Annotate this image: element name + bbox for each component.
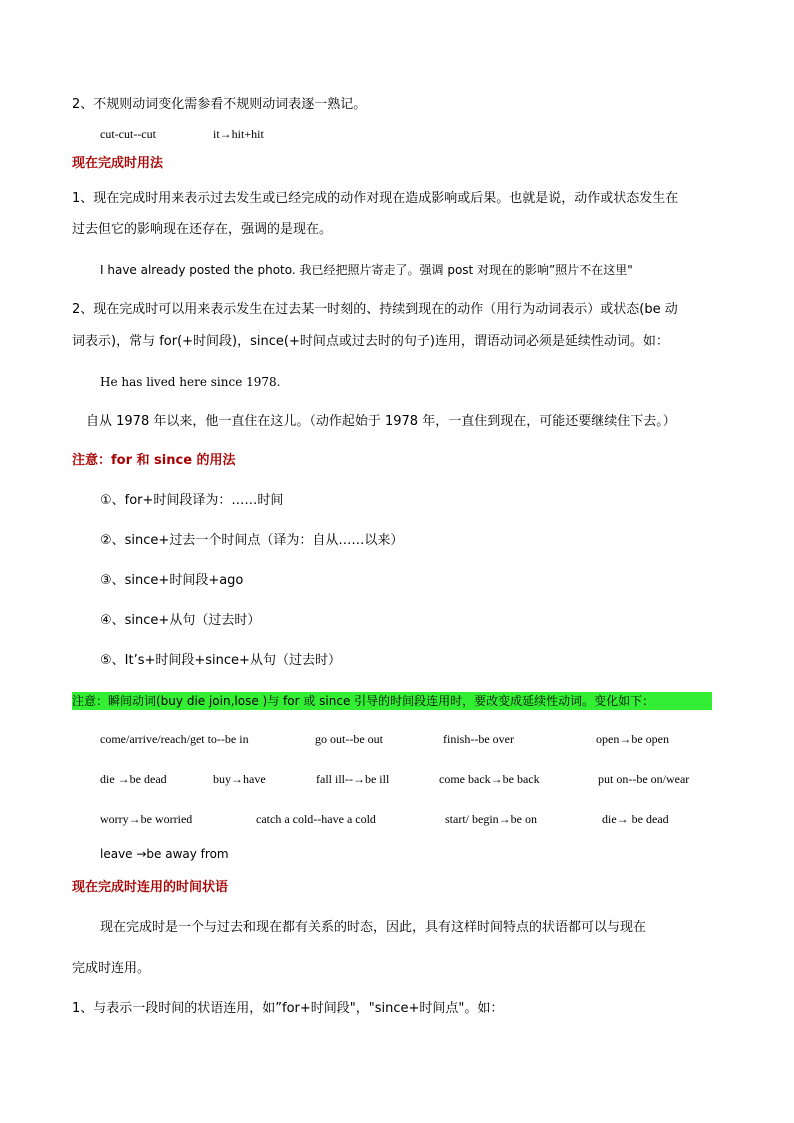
example-lived-here-translation: 自从 1978 年以来，他一直住在这儿。（动作起始于 1978 年，一直住到现在，可能还要继续住下去。） — [86, 414, 676, 429]
verb-pair: open→be open — [596, 732, 669, 746]
example-posted-photo: I have already posted the photo. 我已经把照片寄走了。强调 post 对现在的影响”照片不在这里" — [100, 263, 633, 277]
adverbials-intro-b: 完成时连用。 — [72, 961, 151, 976]
note-for-since-heading: 注意：for 和 since 的用法 — [72, 453, 236, 468]
example-hit: it→hit+hit — [213, 127, 264, 141]
verb-pair: buy→have — [213, 772, 266, 786]
usage-2-line-a: 2、现在完成时可以用来表示发生在过去某一时刻的、持续到现在的动作（用行为动词表示）或状态(be 动 — [72, 302, 678, 317]
verb-pair: put on--be on/wear — [598, 772, 690, 786]
verb-pair: come back→be back — [439, 772, 540, 786]
usage-1-line-b: 过去但它的影响现在还存在，强调的是现在。 — [72, 222, 333, 237]
verb-pair: come/arrive/reach/get to--be in — [100, 732, 249, 746]
rule-item-3: ③、since+时间段+ago — [100, 573, 244, 588]
verb-pair: worry→be worried — [100, 812, 193, 826]
adverbials-intro-a: 现在完成时是一个与过去和现在都有关系的时态，因此，具有这样时间特点的状语都可以与现在 — [100, 920, 647, 935]
example-lived-here: He has lived here since 1978. — [100, 375, 281, 389]
adverbials-item-1: 1、与表示一段时间的状语连用，如”for+时间段"，"since+时间点"。如： — [72, 1001, 504, 1016]
verb-pair: start/ begin→be on — [445, 812, 537, 826]
verb-pair: die →be dead — [100, 772, 167, 786]
example-cut: cut-cut--cut — [100, 127, 156, 141]
verb-pair: die→ be dead — [602, 812, 669, 826]
rule-item-4: ④、since+从句（过去时） — [100, 613, 261, 628]
section-heading-usage: 现在完成时用法 — [72, 156, 164, 171]
verb-pair: go out--be out — [315, 732, 383, 746]
usage-2-line-b: 词表示)，常与 for(+时间段)，since(+时间点或过去时的句子)连用，谓语动词必须是延续性动词。如： — [72, 334, 669, 349]
note-instant-verbs: 注意：瞬间动词(buy die join,lose )与 for 或 since 引导的时间段连用时，要改变成延续性动词。变化如下： — [72, 692, 712, 710]
verb-pair: fall ill--→be ill — [316, 772, 390, 786]
verb-pair: finish--be over — [443, 732, 514, 746]
rule-item-2: ②、since+过去一个时间点（译为：自从……以来） — [100, 533, 404, 548]
section-heading-adverbials: 现在完成时连用的时间状语 — [72, 880, 229, 895]
usage-1-line-a: 1、现在完成时用来表示过去发生或已经完成的动作对现在造成影响或后果。也就是说，动作或状态发生在 — [72, 191, 679, 206]
rule-item-5: ⑤、It’s+时间段+since+从句（过去时） — [100, 653, 341, 668]
verb-pair-leave: leave →be away from — [100, 847, 229, 861]
rule-item-1: ①、for+时间段译为：……时间 — [100, 493, 284, 508]
irregular-verb-note: 2、不规则动词变化需参看不规则动词表逐一熟记。 — [72, 97, 367, 112]
verb-pair: catch a cold--have a cold — [256, 812, 376, 826]
